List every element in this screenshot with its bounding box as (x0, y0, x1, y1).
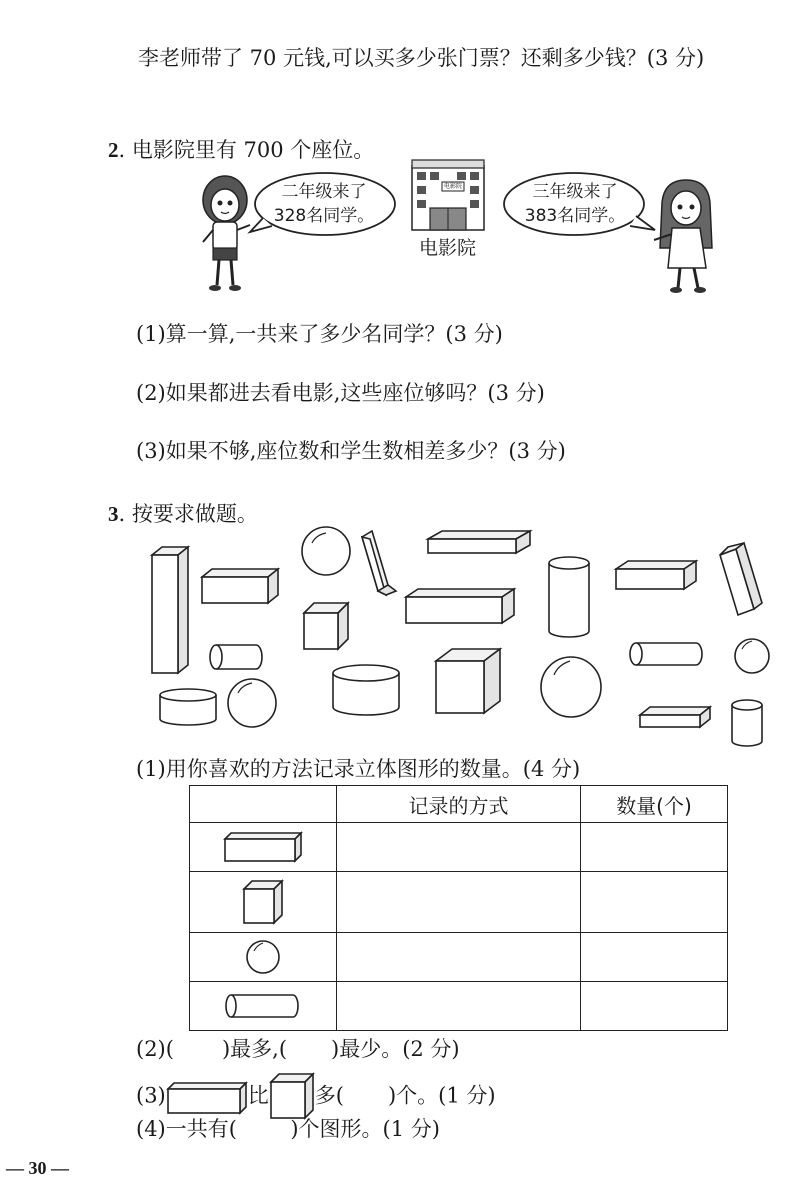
bubble-left-line1: 二年级来了 (281, 182, 367, 202)
table-cell-method[interactable] (337, 823, 581, 872)
question-2-sub1: (1)算一算,一共来了多少名同学？(3 分) (136, 322, 503, 346)
cylinder-icon (223, 991, 303, 1021)
table-row-cylinder (190, 982, 337, 1031)
question-3-stem (108, 500, 258, 528)
sub3-part-a: (3) (136, 1083, 166, 1108)
girl-left-illustration (195, 170, 255, 295)
cube-icon (269, 1074, 315, 1120)
question-3-sub1: (1)用你喜欢的方法记录立体图形的数量。(4 分) (136, 757, 581, 781)
sub2-part-c: )最少。(2 分) (331, 1037, 460, 1061)
cuboid-shape-3 (406, 589, 514, 623)
cuboid-shape-2 (428, 531, 530, 553)
table-header-method: 记录的方式 (337, 786, 581, 823)
record-table (189, 785, 728, 1031)
bubble-right-line1: 三年级来了 (532, 182, 618, 202)
cuboid-icon (166, 1079, 248, 1115)
question-1-tail: 李老师带了 70 元钱,可以买多少张门票？还剩多少钱？(3 分) (138, 46, 705, 70)
sub3-part-c: 多( (314, 1083, 344, 1108)
cuboid-shape-1 (202, 569, 278, 603)
table-cell-method[interactable] (337, 982, 581, 1031)
question-2-sub3: (3)如果不够,座位数和学生数相差多少？(3 分) (136, 439, 566, 463)
girl-right-illustration (652, 178, 717, 296)
question-2-text: . 电影院里有 700 个座位。 (118, 138, 375, 162)
table-header-count: 数量(个) (581, 786, 728, 823)
table-cell-count[interactable] (581, 823, 728, 872)
table-row-cube (190, 872, 337, 933)
question-3-text: . 按要求做题。 (118, 502, 258, 526)
sphere-shape-1 (302, 527, 350, 575)
cuboid-shape-4 (616, 561, 696, 589)
table-cell-count[interactable] (581, 872, 728, 933)
page-number: — 30 — (6, 1158, 69, 1178)
tall-prism-shape (152, 547, 188, 673)
sphere-shape-2 (228, 679, 276, 727)
table-row (190, 823, 728, 872)
table-cell-count[interactable] (581, 982, 728, 1031)
solid-shapes-area (140, 525, 780, 760)
cylinder-shape-2 (210, 645, 262, 669)
cinema-building-icon (408, 158, 488, 233)
question-3-number: 3 (108, 502, 119, 526)
table-row (190, 982, 728, 1031)
cylinder-shape-5 (630, 643, 702, 665)
question-3-sub4: (4)一共有( )个图形。(1 分) (136, 1117, 440, 1141)
sphere-shape-4 (735, 639, 769, 673)
cube-shape-2 (436, 649, 500, 713)
cylinder-shape-1 (549, 557, 589, 637)
cinema-sign: 电影院 (444, 183, 463, 190)
speech-bubble-right (516, 180, 634, 228)
table-cell-method[interactable] (337, 872, 581, 933)
cuboid-shape-5 (640, 707, 710, 727)
table-header-shape (190, 786, 337, 823)
table-row (190, 872, 728, 933)
table-header-row (190, 786, 728, 823)
table-row-sphere (190, 933, 337, 982)
tilted-prism-shape-2 (720, 543, 762, 615)
bubble-left-line2: 328名同学。 (273, 206, 375, 226)
cuboid-icon (221, 829, 305, 865)
cylinder-shape-3 (160, 689, 216, 725)
cube-shape-1 (304, 603, 348, 649)
question-2-stem (108, 136, 374, 164)
table-cell-method[interactable] (337, 933, 581, 982)
table-row (190, 933, 728, 982)
bubble-right-line2: 383名同学。 (524, 206, 626, 226)
sub2-part-a: (2)( (136, 1037, 174, 1061)
sub3-part-b: 比 (247, 1083, 269, 1108)
cube-icon (240, 877, 286, 927)
speech-bubble-left (265, 180, 383, 228)
sub3-part-d: )个。(1 分) (387, 1083, 496, 1108)
question-3-sub2 (136, 1035, 460, 1063)
cinema-label: 电影院 (419, 237, 477, 259)
question-3-sub3 (136, 1074, 496, 1120)
cylinder-shape-6 (732, 700, 762, 746)
question-2-sub2: (2)如果都进去看电影,这些座位够吗？(3 分) (136, 381, 545, 405)
table-row-cuboid (190, 823, 337, 872)
cylinder-shape-4 (333, 665, 399, 715)
table-cell-count[interactable] (581, 933, 728, 982)
tilted-prism-shape (362, 531, 396, 595)
sphere-icon (243, 937, 283, 977)
sub2-part-b: )最多,( (221, 1037, 288, 1061)
sphere-shape-3 (541, 657, 601, 717)
question-2-number: 2 (108, 138, 119, 162)
